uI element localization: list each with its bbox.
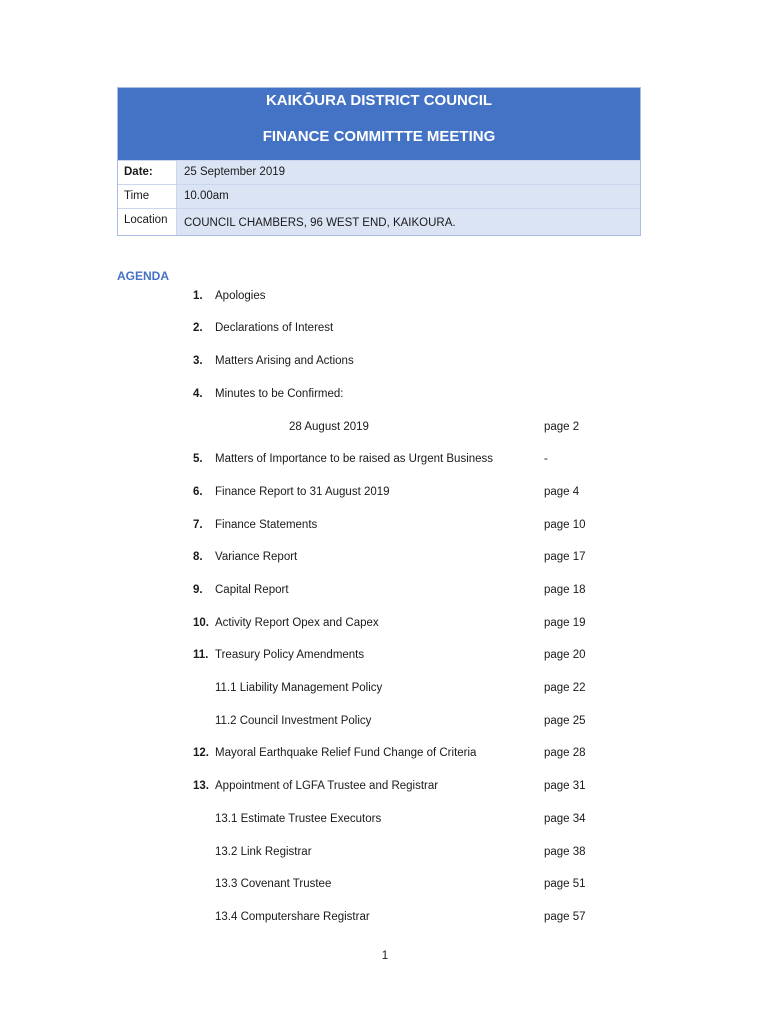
agenda-item (0, 290, 770, 308)
agenda-item (0, 322, 770, 340)
item-text: Appointment of LGFA Trustee and Registrar (215, 780, 439, 792)
time-row (118, 184, 640, 209)
item-text: Declarations of Interest (215, 322, 334, 334)
item-text: Minutes to be Confirmed: (215, 388, 344, 400)
item-number: 3. (193, 355, 203, 367)
agenda-item (0, 780, 770, 798)
item-page: page 38 (544, 846, 586, 858)
meeting-title: FINANCE COMMITTTE MEETING (262, 128, 496, 145)
item-text: Matters Arising and Actions (215, 355, 354, 367)
item-number: 11. (193, 649, 209, 661)
agenda-item (0, 519, 770, 537)
date-value: 25 September 2019 (176, 161, 640, 185)
item-text: Finance Statements (215, 519, 318, 531)
item-number: 4. (193, 388, 203, 400)
agenda-subitem (0, 813, 770, 831)
item-page: - (544, 453, 548, 465)
agenda-subitem (0, 682, 770, 700)
agenda-item (0, 355, 770, 373)
council-name: KAIKŌURA DISTRICT COUNCIL (265, 92, 493, 109)
item-page: page 31 (544, 780, 586, 792)
item-number: 2. (193, 322, 203, 334)
agenda-subitem (0, 421, 770, 439)
time-label: Time (124, 190, 150, 202)
item-text: Variance Report (215, 551, 298, 563)
date-label: Date: (124, 166, 153, 178)
agenda-item (0, 747, 770, 765)
item-text: Mayoral Earthquake Relief Fund Change of Criteria (215, 747, 477, 759)
item-page: page 2 (544, 421, 580, 433)
item-page: page 25 (544, 715, 586, 727)
item-page: page 10 (544, 519, 586, 531)
item-number: 13. (193, 780, 209, 792)
subitem-text: 13.1 Estimate Trustee Executors (215, 813, 382, 825)
item-text: Matters of Importance to be raised as Urgent Business (215, 453, 494, 465)
location-value: COUNCIL CHAMBERS, 96 WEST END, KAIKOURA. (176, 209, 640, 235)
item-page: page 17 (544, 551, 586, 563)
item-page: page 34 (544, 813, 586, 825)
item-number: 10. (193, 617, 209, 629)
time-value: 10.00am (176, 185, 640, 209)
item-number: 12. (193, 747, 209, 759)
agenda-subitem (0, 846, 770, 864)
meeting-header-table (117, 87, 641, 236)
item-text: Finance Report to 31 August 2019 (215, 486, 390, 498)
agenda-subitem (0, 878, 770, 896)
minutes-date: 28 August 2019 (289, 421, 369, 433)
subitem-text: 11.2 Council Investment Policy (215, 715, 372, 727)
item-page: page 57 (544, 911, 586, 923)
agenda-item (0, 617, 770, 635)
item-text: Treasury Policy Amendments (215, 649, 365, 661)
agenda-item (0, 551, 770, 569)
agenda-item (0, 584, 770, 602)
item-page: page 22 (544, 682, 586, 694)
item-number: 6. (193, 486, 203, 498)
agenda-item (0, 453, 770, 471)
item-page: page 4 (544, 486, 580, 498)
item-page: page 28 (544, 747, 586, 759)
item-number: 7. (193, 519, 203, 531)
page-number: 1 (381, 950, 389, 962)
date-row (118, 160, 640, 185)
item-number: 9. (193, 584, 203, 596)
agenda-item (0, 649, 770, 667)
item-number: 8. (193, 551, 203, 563)
subitem-text: 13.4 Computershare Registrar (215, 911, 370, 923)
item-number: 5. (193, 453, 203, 465)
item-text: Capital Report (215, 584, 289, 596)
item-text: Apologies (215, 290, 266, 302)
subitem-text: 11.1 Liability Management Policy (215, 682, 383, 694)
title-block (118, 88, 640, 160)
agenda-subitem (0, 715, 770, 733)
item-page: page 19 (544, 617, 586, 629)
location-label: Location (124, 214, 168, 226)
item-page: page 20 (544, 649, 586, 661)
item-page: page 18 (544, 584, 586, 596)
subitem-text: 13.2 Link Registrar (215, 846, 312, 858)
item-number: 1. (193, 290, 203, 302)
agenda-heading: AGENDA (117, 269, 170, 283)
location-row (118, 208, 640, 235)
agenda-item (0, 486, 770, 504)
subitem-text: 13.3 Covenant Trustee (215, 878, 332, 890)
agenda-item (0, 388, 770, 406)
item-page: page 51 (544, 878, 586, 890)
item-text: Activity Report Opex and Capex (215, 617, 379, 629)
agenda-subitem (0, 911, 770, 929)
